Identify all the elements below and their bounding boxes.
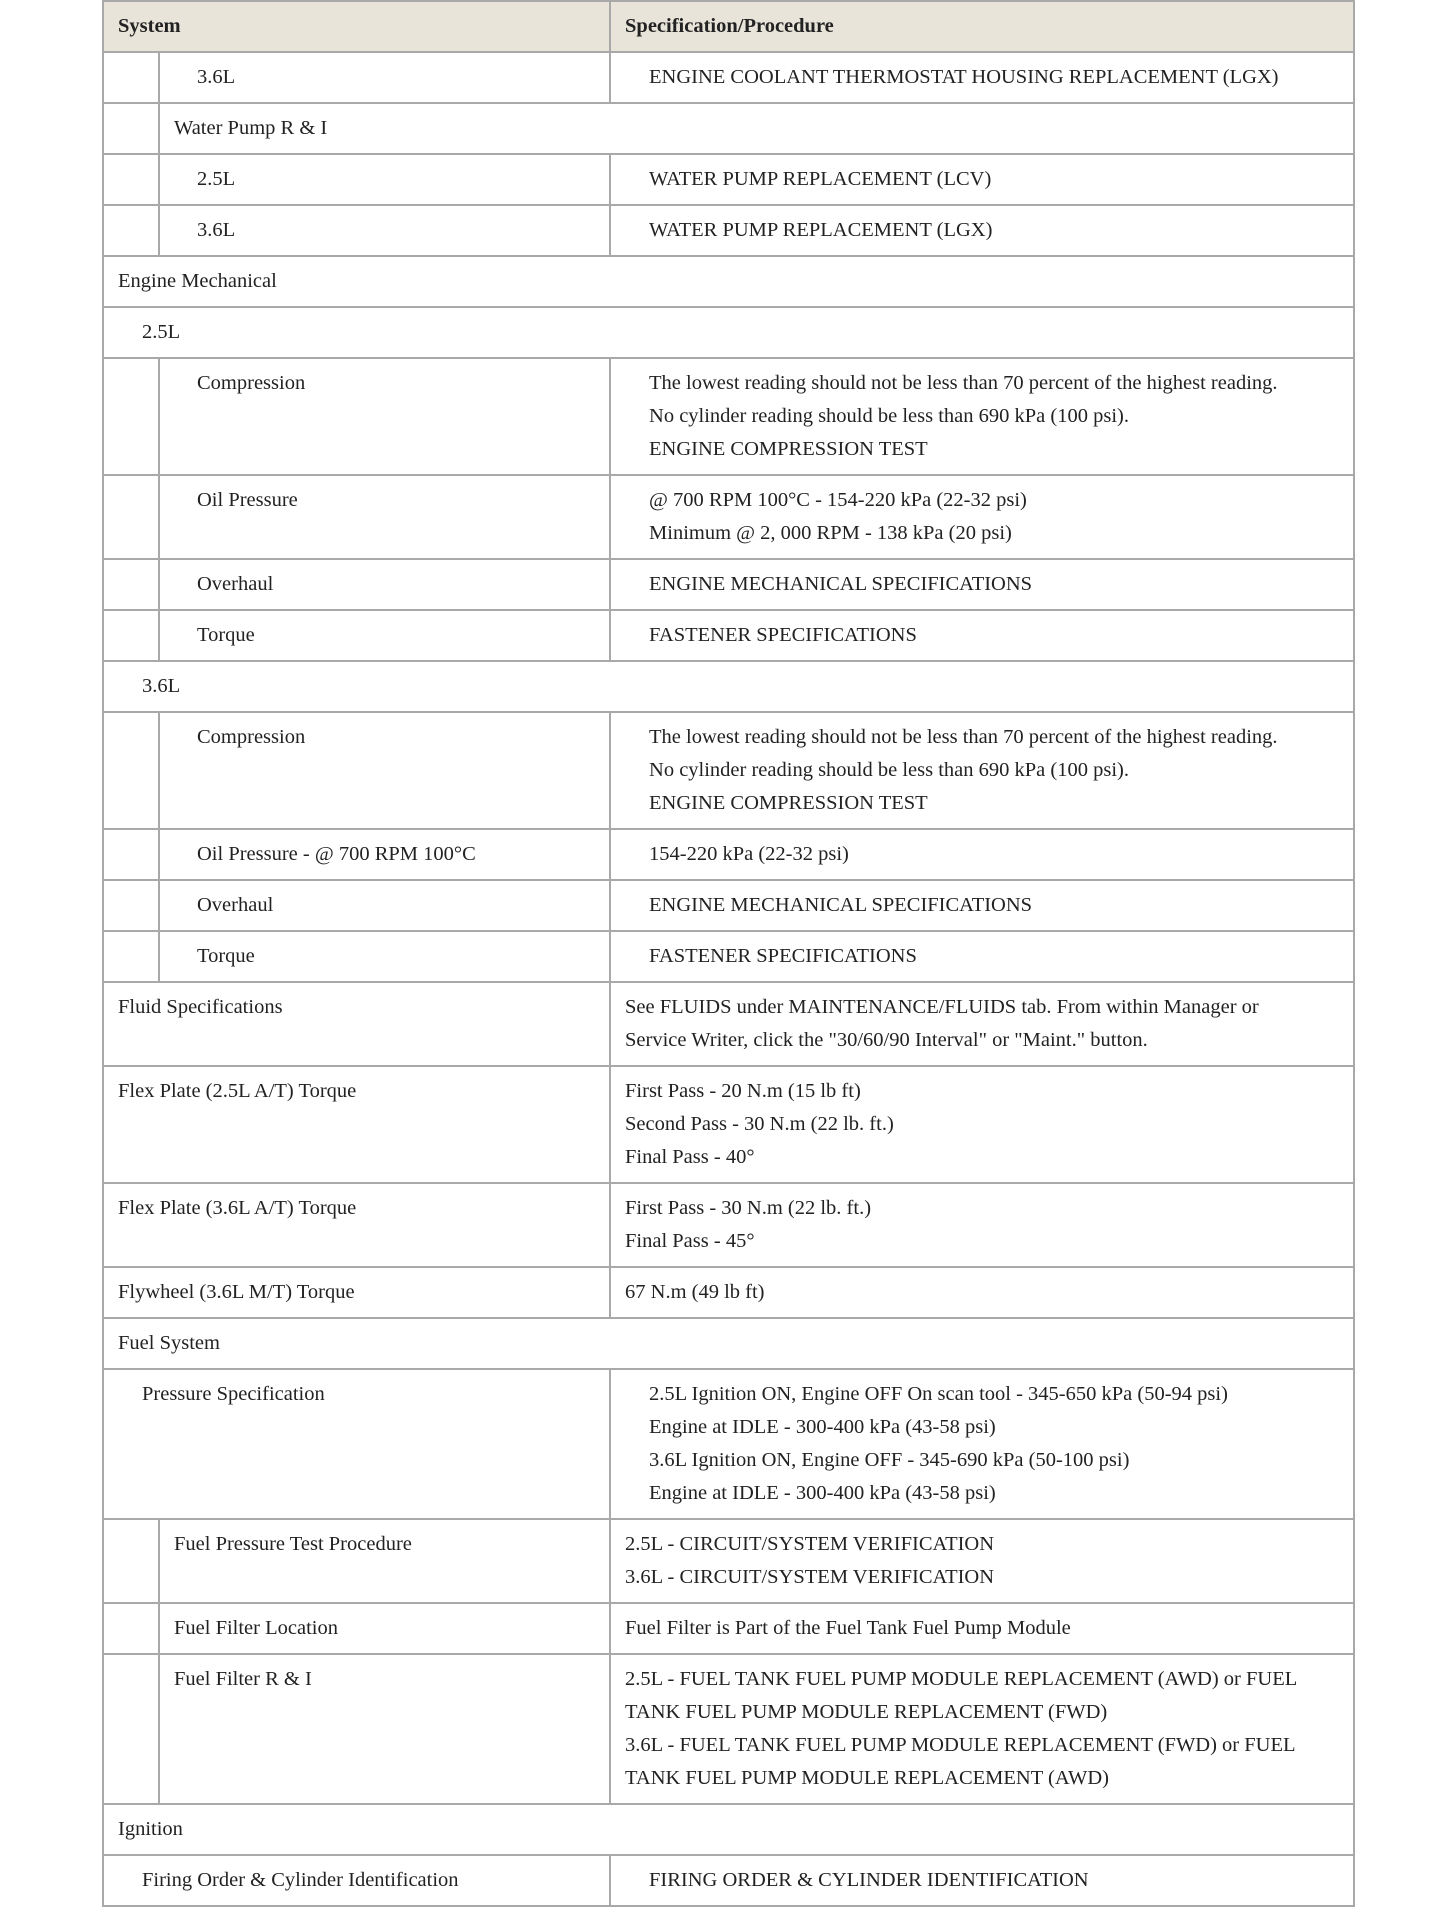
spec-line: 2.5L - CIRCUIT/SYSTEM VERIFICATION — [625, 1533, 995, 1555]
table-row — [103, 1318, 1354, 1369]
spec-line: No cylinder reading should be less than 690 kPa (100 psi). — [649, 405, 1129, 427]
spec-line: 2.5L - FUEL TANK FUEL PUMP MODULE REPLACEMENT (AWD) or FUEL — [625, 1668, 1298, 1690]
table-row — [103, 829, 1354, 880]
spec-line: First Pass - 20 N.m (15 lb ft) — [625, 1080, 861, 1102]
indent-cell — [103, 829, 159, 880]
spec-cell — [610, 52, 1354, 103]
table-row — [103, 307, 1354, 358]
specification-table — [102, 0, 1355, 1907]
spec-cell — [610, 610, 1354, 661]
spec-cell — [610, 712, 1354, 829]
table-row — [103, 1519, 1354, 1603]
table-row — [103, 1267, 1354, 1318]
system-cell: Oil Pressure — [159, 475, 610, 559]
section-heading: Fuel System — [103, 1318, 1354, 1369]
spec-line: ENGINE COOLANT THERMOSTAT HOUSING REPLACEMENT (LGX) — [649, 66, 1279, 88]
spec-cell — [610, 1066, 1354, 1183]
spec-line: Engine at IDLE - 300-400 kPa (43-58 psi) — [649, 1416, 996, 1438]
system-cell: Torque — [159, 610, 610, 661]
spec-cell — [610, 1183, 1354, 1267]
spec-line: ENGINE MECHANICAL SPECIFICATIONS — [649, 573, 1033, 595]
spec-line: ENGINE COMPRESSION TEST — [649, 792, 928, 814]
spec-line: Final Pass - 45° — [625, 1230, 755, 1252]
table-row — [103, 1369, 1354, 1519]
system-cell: 3.6L — [159, 205, 610, 256]
system-cell: Compression — [159, 712, 610, 829]
table-row — [103, 475, 1354, 559]
spec-cell — [610, 1603, 1354, 1654]
table-row — [103, 1654, 1354, 1804]
spec-line: No cylinder reading should be less than 690 kPa (100 psi). — [649, 759, 1129, 781]
system-cell: Fuel Pressure Test Procedure — [159, 1519, 610, 1603]
subsection-heading: 2.5L — [103, 307, 1354, 358]
spec-line: Second Pass - 30 N.m (22 lb. ft.) — [625, 1113, 894, 1135]
indent-cell — [103, 52, 159, 103]
table-row — [103, 1855, 1354, 1906]
table-row — [103, 154, 1354, 205]
system-cell: Overhaul — [159, 559, 610, 610]
spec-cell — [610, 358, 1354, 475]
header-spec: Specification/Procedure — [610, 1, 1354, 52]
system-cell: Flex Plate (2.5L A/T) Torque — [103, 1066, 610, 1183]
indent-cell — [103, 103, 159, 154]
spec-line: 67 N.m (49 lb ft) — [625, 1281, 765, 1303]
spec-line: 3.6L - CIRCUIT/SYSTEM VERIFICATION — [625, 1566, 995, 1588]
indent-cell — [103, 931, 159, 982]
table-row — [103, 205, 1354, 256]
spec-line: Fuel Filter is Part of the Fuel Tank Fuel Pump Module — [625, 1617, 1071, 1639]
spec-line: 2.5L Ignition ON, Engine OFF On scan tool - 345-650 kPa (50-94 psi) — [649, 1383, 1228, 1405]
spec-line: First Pass - 30 N.m (22 lb. ft.) — [625, 1197, 872, 1219]
spec-cell — [610, 931, 1354, 982]
indent-cell — [103, 475, 159, 559]
header-row — [103, 1, 1354, 52]
subsection-heading: 3.6L — [103, 661, 1354, 712]
spec-cell — [610, 1519, 1354, 1603]
system-cell: 3.6L — [159, 52, 610, 103]
table-row — [103, 256, 1354, 307]
table-row — [103, 52, 1354, 103]
table-row — [103, 931, 1354, 982]
system-cell: Fluid Specifications — [103, 982, 610, 1066]
spec-cell — [610, 1654, 1354, 1804]
table-row — [103, 880, 1354, 931]
indent-cell — [103, 880, 159, 931]
spec-cell — [610, 475, 1354, 559]
spec-cell — [610, 1267, 1354, 1318]
spec-line: WATER PUMP REPLACEMENT (LCV) — [649, 168, 992, 190]
table-row — [103, 610, 1354, 661]
system-cell: Flex Plate (3.6L A/T) Torque — [103, 1183, 610, 1267]
spec-line: Final Pass - 40° — [625, 1146, 755, 1168]
system-cell: Fuel Filter R & I — [159, 1654, 610, 1804]
system-cell: Oil Pressure - @ 700 RPM 100°C — [159, 829, 610, 880]
spec-line: ENGINE MECHANICAL SPECIFICATIONS — [649, 894, 1033, 916]
spec-line: Engine at IDLE - 300-400 kPa (43-58 psi) — [649, 1482, 996, 1504]
indent-cell — [103, 1603, 159, 1654]
indent-cell — [103, 559, 159, 610]
spec-line: 154-220 kPa (22-32 psi) — [649, 843, 849, 865]
table-row — [103, 1066, 1354, 1183]
system-cell: 2.5L — [159, 154, 610, 205]
indent-cell — [103, 610, 159, 661]
spec-line: FASTENER SPECIFICATIONS — [649, 945, 917, 967]
system-cell: Firing Order & Cylinder Identification — [103, 1855, 610, 1906]
spec-line: TANK FUEL PUMP MODULE REPLACEMENT (FWD) — [625, 1701, 1108, 1723]
table-row — [103, 982, 1354, 1066]
spec-line: @ 700 RPM 100°C - 154-220 kPa (22-32 psi) — [649, 489, 1027, 511]
spec-cell — [610, 880, 1354, 931]
spec-cell — [610, 205, 1354, 256]
spec-line: FIRING ORDER & CYLINDER IDENTIFICATION — [649, 1869, 1089, 1891]
spec-line: The lowest reading should not be less than 70 percent of the highest reading. — [649, 372, 1278, 394]
spec-cell — [610, 829, 1354, 880]
table-row — [103, 358, 1354, 475]
table-row — [103, 1804, 1354, 1855]
spec-line: See FLUIDS under MAINTENANCE/FLUIDS tab. From within Manager or — [625, 996, 1259, 1018]
indent-cell — [103, 154, 159, 205]
spec-line: 3.6L Ignition ON, Engine OFF - 345-690 kPa (50-100 psi) — [649, 1449, 1130, 1471]
header-system: System — [103, 1, 610, 52]
spec-cell — [610, 154, 1354, 205]
spec-line: FASTENER SPECIFICATIONS — [649, 624, 917, 646]
table-row — [103, 712, 1354, 829]
table-row — [103, 559, 1354, 610]
spec-line: Minimum @ 2, 000 RPM - 138 kPa (20 psi) — [649, 522, 1012, 544]
indent-cell — [103, 712, 159, 829]
indent-cell — [103, 358, 159, 475]
table-row — [103, 103, 1354, 154]
spec-cell — [610, 1855, 1354, 1906]
spec-line: Service Writer, click the "30/60/90 Interval" or "Maint." button. — [625, 1029, 1148, 1051]
table-row — [103, 1183, 1354, 1267]
system-cell: Compression — [159, 358, 610, 475]
spec-cell — [610, 982, 1354, 1066]
indent-cell — [103, 1654, 159, 1804]
spec-line: ENGINE COMPRESSION TEST — [649, 438, 928, 460]
spec-cell — [610, 1369, 1354, 1519]
indent-cell — [103, 1519, 159, 1603]
spec-cell — [610, 559, 1354, 610]
table-row — [103, 1603, 1354, 1654]
table-row — [103, 661, 1354, 712]
spec-line: The lowest reading should not be less than 70 percent of the highest reading. — [649, 726, 1278, 748]
system-cell: Pressure Specification — [103, 1369, 610, 1519]
system-cell: Torque — [159, 931, 610, 982]
indent-cell — [103, 205, 159, 256]
spec-line: TANK FUEL PUMP MODULE REPLACEMENT (AWD) — [625, 1767, 1109, 1789]
system-cell: Overhaul — [159, 880, 610, 931]
spec-line: 3.6L - FUEL TANK FUEL PUMP MODULE REPLACEMENT (FWD) or FUEL — [625, 1734, 1296, 1756]
section-heading: Ignition — [103, 1804, 1354, 1855]
section-heading: Engine Mechanical — [103, 256, 1354, 307]
system-cell: Water Pump R & I — [159, 103, 1354, 154]
system-cell: Fuel Filter Location — [159, 1603, 610, 1654]
spec-line: WATER PUMP REPLACEMENT (LGX) — [649, 219, 993, 241]
system-cell: Flywheel (3.6L M/T) Torque — [103, 1267, 610, 1318]
